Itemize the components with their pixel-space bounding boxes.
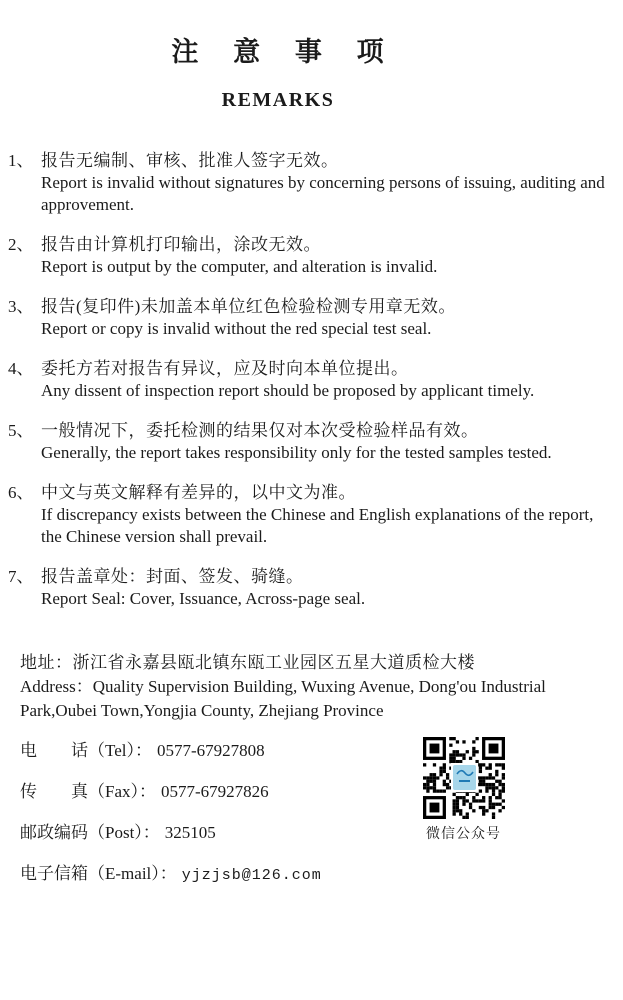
remark-item-5 — [8, 420, 616, 464]
remark-item-2 — [8, 234, 616, 278]
item-text-chinese: 报告(复印件)未加盖本单位红色检验检测专用章无效。 — [41, 297, 456, 316]
postcode-label: 邮政编码（Post）： — [20, 823, 160, 842]
item-text-english: Report is output by the computer, and alteration is invalid. — [41, 257, 438, 276]
wechat-qrcode-icon — [423, 737, 505, 819]
item-number: 1、 — [8, 151, 34, 170]
item-text-chinese: 报告盖章处：封面、签发、骑缝。 — [41, 567, 304, 586]
remark-item-6 — [8, 482, 616, 548]
item-text — [41, 234, 616, 278]
remark-item-3 — [8, 296, 616, 340]
item-text — [41, 296, 616, 340]
wechat-qrcode-caption: 微信公众号 — [426, 827, 501, 842]
item-number: 4、 — [8, 359, 34, 378]
item-number: 2、 — [8, 235, 34, 254]
item-text-english: If discrepancy exists between the Chinese and English explanations of the report, the Chinese version shall prevail. — [41, 505, 594, 546]
postcode-value: 325105 — [164, 823, 216, 842]
address-english: Address：Quality Supervision Building, Wuxing Avenue, Dong'ou Industrial Park,Oubei Town,Yongjia County, Zhejiang Province — [20, 677, 546, 720]
item-text-chinese: 中文与英文解释有差异的，以中文为准。 — [41, 483, 356, 502]
item-text-chinese: 一般情况下，委托检测的结果仅对本次受检验样品有效。 — [41, 421, 479, 440]
item-number: 5、 — [8, 421, 34, 440]
phone-value: 0577-67927808 — [156, 741, 265, 760]
item-text — [41, 150, 616, 216]
fax-row — [20, 781, 322, 803]
item-text — [41, 358, 616, 402]
item-text — [41, 566, 616, 610]
item-number: 6、 — [8, 483, 34, 502]
item-number: 3、 — [8, 297, 34, 316]
item-text-chinese: 报告无编制、审核、批准人签字无效。 — [41, 151, 339, 170]
page-header — [0, 30, 556, 112]
page-title-chinese: 注 意 事 项 — [171, 37, 385, 67]
remarks-list — [8, 150, 616, 628]
item-text — [41, 482, 616, 548]
item-text — [41, 420, 616, 464]
email-label: 电子信箱（E-mail）： — [20, 864, 177, 883]
page-title-english: REMARKS — [221, 89, 335, 111]
email-row — [20, 863, 322, 887]
item-text-english: Report is invalid without signatures by concerning persons of issuing, auditing and approvement. — [41, 173, 605, 214]
address-block — [20, 651, 598, 723]
postcode-row — [20, 822, 322, 844]
fax-value: 0577-67927826 — [161, 782, 269, 801]
item-text-chinese: 委托方若对报告有异议，应及时向本单位提出。 — [41, 359, 409, 378]
phone-row — [20, 740, 322, 762]
remark-item-4 — [8, 358, 616, 402]
remark-item-7 — [8, 566, 616, 610]
item-text-english: Generally, the report takes responsibility only for the tested samples tested. — [41, 443, 552, 462]
address-chinese: 地址：浙江省永嘉县瓯北镇东瓯工业园区五星大道质检大楼 — [20, 653, 475, 672]
phone-label: 电 话（Tel）： — [20, 741, 152, 760]
item-text-english: Any dissent of inspection report should be proposed by applicant timely. — [41, 381, 535, 400]
contact-block — [20, 740, 322, 906]
wechat-qr-block — [423, 737, 507, 843]
remark-item-1 — [8, 150, 616, 216]
item-text-chinese: 报告由计算机打印输出，涂改无效。 — [41, 235, 321, 254]
item-text-english: Report or copy is invalid without the red special test seal. — [41, 319, 432, 338]
email-value: yjzjsb@126.com — [181, 867, 322, 884]
item-number: 7、 — [8, 567, 34, 586]
item-text-english: Report Seal: Cover, Issuance, Across-page seal. — [41, 589, 366, 608]
fax-label: 传 真（Fax）： — [20, 782, 156, 801]
